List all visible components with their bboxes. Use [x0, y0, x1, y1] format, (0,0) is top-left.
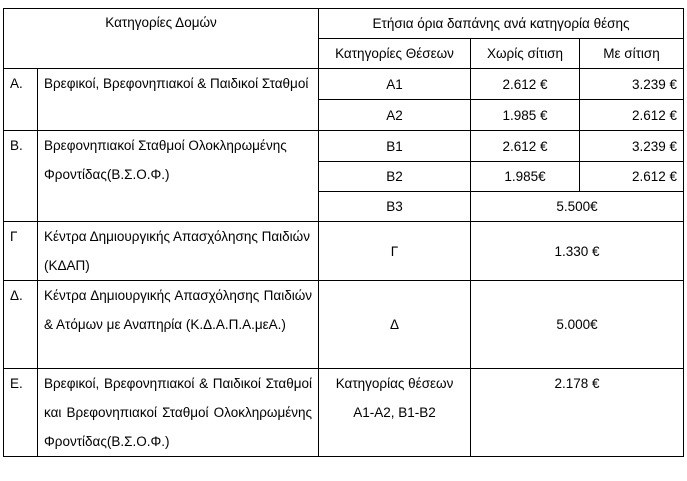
row-name-g: Κέντρα Δημιουργικής Απασχόλησης Παιδιών (ΚΔΑΠ)	[38, 222, 319, 281]
b2-with-meals: 2.612 €	[580, 162, 684, 192]
row-name-a: Βρεφικοί, Βρεφονηπιακοί & Παιδικοί Σταθμοί	[38, 69, 319, 131]
table-row	[4, 69, 684, 100]
category-d: Δ	[319, 281, 471, 369]
spending-limits-table	[3, 8, 684, 457]
row-letter-a: Α.	[4, 69, 38, 131]
row-name-b: Βρεφονηπιακοί Σταθμοί Ολοκληρωμένης Φροντίδας(Β.Σ.Ο.Φ.)	[38, 131, 319, 222]
d-amount: 5.000€	[471, 281, 684, 369]
table-row	[4, 222, 684, 281]
category-e: Κατηγορίας θέσεων Α1-Α2, Β1-Β2	[319, 369, 471, 457]
a1-with-meals: 3.239 €	[580, 69, 684, 100]
category-b2: Β2	[319, 162, 471, 192]
subheader-without-meals: Χωρίς σίτιση	[471, 39, 580, 69]
table-row	[4, 131, 684, 162]
category-a2: Α2	[319, 100, 471, 131]
category-b3: Β3	[319, 192, 471, 222]
e-amount: 2.178 €	[471, 369, 684, 457]
a2-with-meals: 2.612 €	[580, 100, 684, 131]
row-name-d: Κέντρα Δημιουργικής Απασχόλησης Παιδιών & Ατόμων με Αναπηρία (Κ.Δ.Α.Π.Α.μεΑ.)	[38, 281, 319, 369]
a2-without-meals: 1.985 €	[471, 100, 580, 131]
category-g: Γ	[319, 222, 471, 281]
row-letter-d: Δ.	[4, 281, 38, 369]
b1-with-meals: 3.239 €	[580, 131, 684, 162]
b2-without-meals: 1.985€	[471, 162, 580, 192]
subheader-position-categories: Κατηγορίες Θέσεων	[319, 39, 471, 69]
row-letter-b: Β.	[4, 131, 38, 222]
row-letter-e: Ε.	[4, 369, 38, 457]
a1-without-meals: 2.612 €	[471, 69, 580, 100]
table-row	[4, 369, 684, 457]
header-row	[4, 9, 684, 39]
category-a1: Α1	[319, 69, 471, 100]
subheader-with-meals: Με σίτιση	[580, 39, 684, 69]
table-row	[4, 281, 684, 369]
row-letter-g: Γ	[4, 222, 38, 281]
b1-without-meals: 2.612 €	[471, 131, 580, 162]
category-b1: Β1	[319, 131, 471, 162]
row-name-e: Βρεφικοί, Βρεφονηπιακοί & Παιδικοί Σταθμοί και Βρεφονηπιακοί Σταθμοί Ολοκληρωμένης Φροντίδας(Β.Σ.Ο.Φ.)	[38, 369, 319, 457]
header-structure-categories: Κατηγορίες Δομών	[4, 9, 319, 69]
g-amount: 1.330 €	[471, 222, 684, 281]
header-annual-limits: Ετήσια όρια δαπάνης ανά κατηγορία θέσης	[319, 9, 684, 39]
b3-amount: 5.500€	[471, 192, 684, 222]
